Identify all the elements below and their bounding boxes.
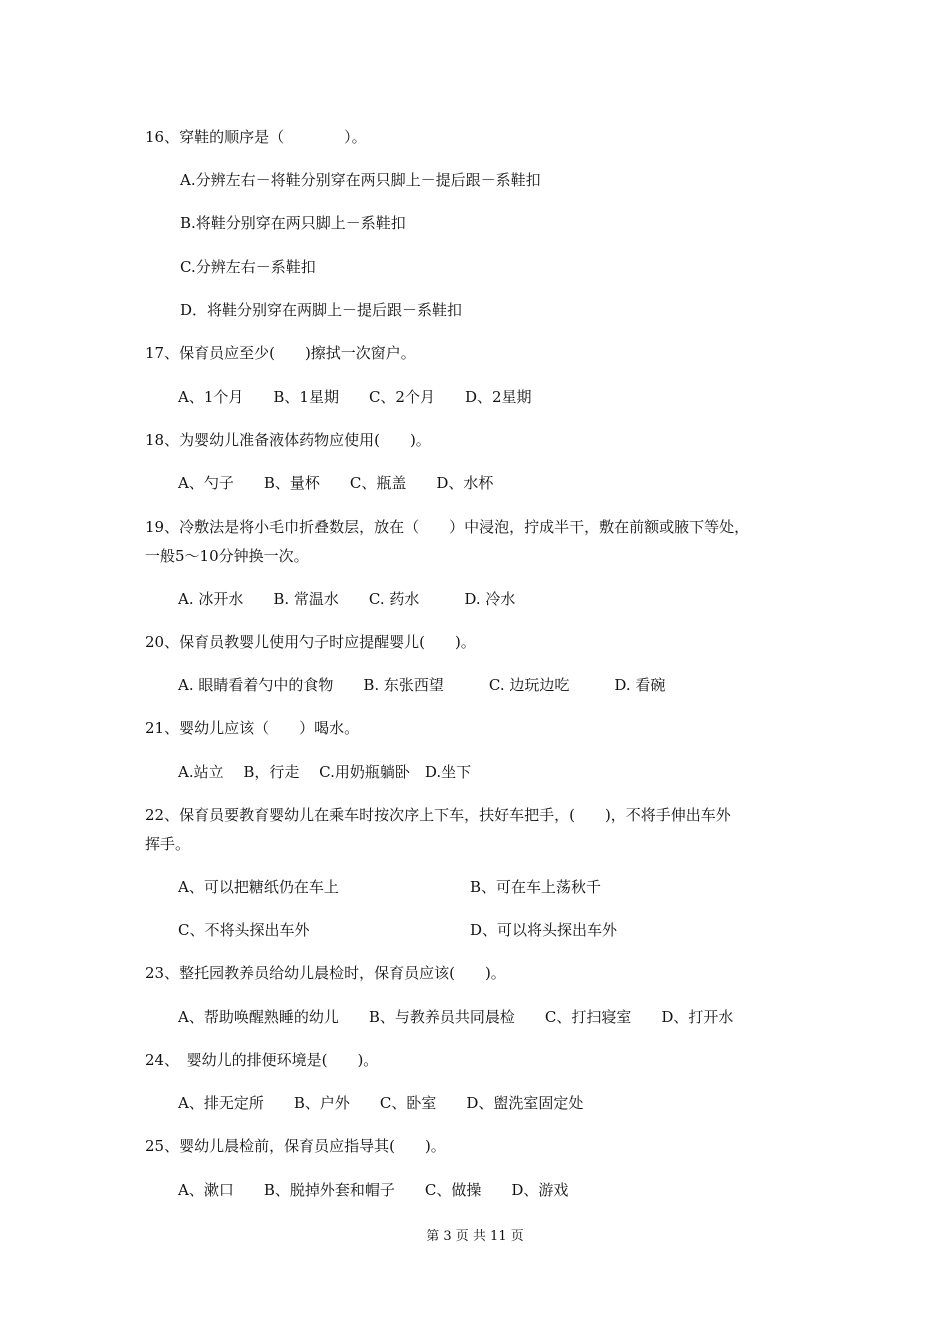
question-17-options: A、1个月 B、1星期 C、2个月 D、2星期	[178, 388, 532, 406]
question-25-options: A、漱口 B、脱掉外套和帽子 C、做操 D、游戏	[178, 1181, 569, 1199]
question-25-stem: 25、婴幼儿晨检前，保育员应指导其( )。	[145, 1137, 446, 1155]
question-23-stem: 23、整托园教养员给幼儿晨检时，保育员应该( )。	[145, 964, 506, 982]
question-21-options: A.站立 B，行走 C.用奶瓶躺卧 D.坐下	[178, 763, 472, 781]
question-20-options: A. 眼睛看着勺中的食物 B. 东张西望 C. 边玩边吃 D. 看碗	[178, 676, 666, 694]
question-16-stem: 16、穿鞋的顺序是（ ）。	[145, 128, 367, 146]
question-22-option-d: D、可以将头探出车外	[470, 921, 618, 939]
question-19-stem: 19、冷敷法是将小毛巾折叠数层，放在（ ）中浸泡，拧成半干，敷在前额或腋下等处，	[145, 518, 750, 536]
question-16-option-c: C.分辨左右－系鞋扣	[180, 258, 316, 276]
question-22-stem: 22、保育员要教育婴幼儿在乘车时按次序上下车，扶好车把手，( )，不将手伸出车外	[145, 806, 731, 824]
question-19-options: A. 冰开水 B. 常温水 C. 药水 D. 冷水	[178, 590, 516, 608]
question-18-stem: 18、为婴幼儿准备液体药物应使用( )。	[145, 431, 431, 449]
page-number-footer: 第 3 页 共 11 页	[426, 1229, 524, 1244]
question-24-stem: 24、 婴幼儿的排便环境是( )。	[145, 1051, 379, 1069]
question-22-option-b: B、可在车上荡秋千	[470, 878, 602, 896]
question-22-option-a: A、可以把糖纸仍在车上	[178, 878, 339, 896]
question-22-stem-continued: 挥手。	[145, 835, 191, 853]
question-16-option-b: B.将鞋分别穿在两只脚上－系鞋扣	[180, 214, 406, 232]
question-19-stem-continued: 一般5～10分钟换一次。	[145, 547, 309, 565]
question-20-stem: 20、保育员教婴儿使用勺子时应提醒婴儿( )。	[145, 633, 476, 651]
question-22-option-c: C、不将头探出车外	[178, 921, 310, 939]
question-21-stem: 21、婴幼儿应该（ ）喝水。	[145, 719, 360, 737]
question-16-option-d: D．将鞋分别穿在两脚上－提后跟－系鞋扣	[180, 301, 463, 319]
question-18-options: A、勺子 B、量杯 C、瓶盖 D、水杯	[178, 474, 494, 492]
question-17-stem: 17、保育员应至少( )擦拭一次窗户。	[145, 344, 416, 362]
question-24-options: A、排无定所 B、户外 C、卧室 D、盥洗室固定处	[178, 1094, 584, 1112]
question-23-options: A、帮助唤醒熟睡的幼儿 B、与教养员共同晨检 C、打扫寝室 D、打开水	[178, 1008, 734, 1026]
question-16-option-a: A.分辨左右－将鞋分别穿在两只脚上－提后跟－系鞋扣	[180, 171, 541, 189]
